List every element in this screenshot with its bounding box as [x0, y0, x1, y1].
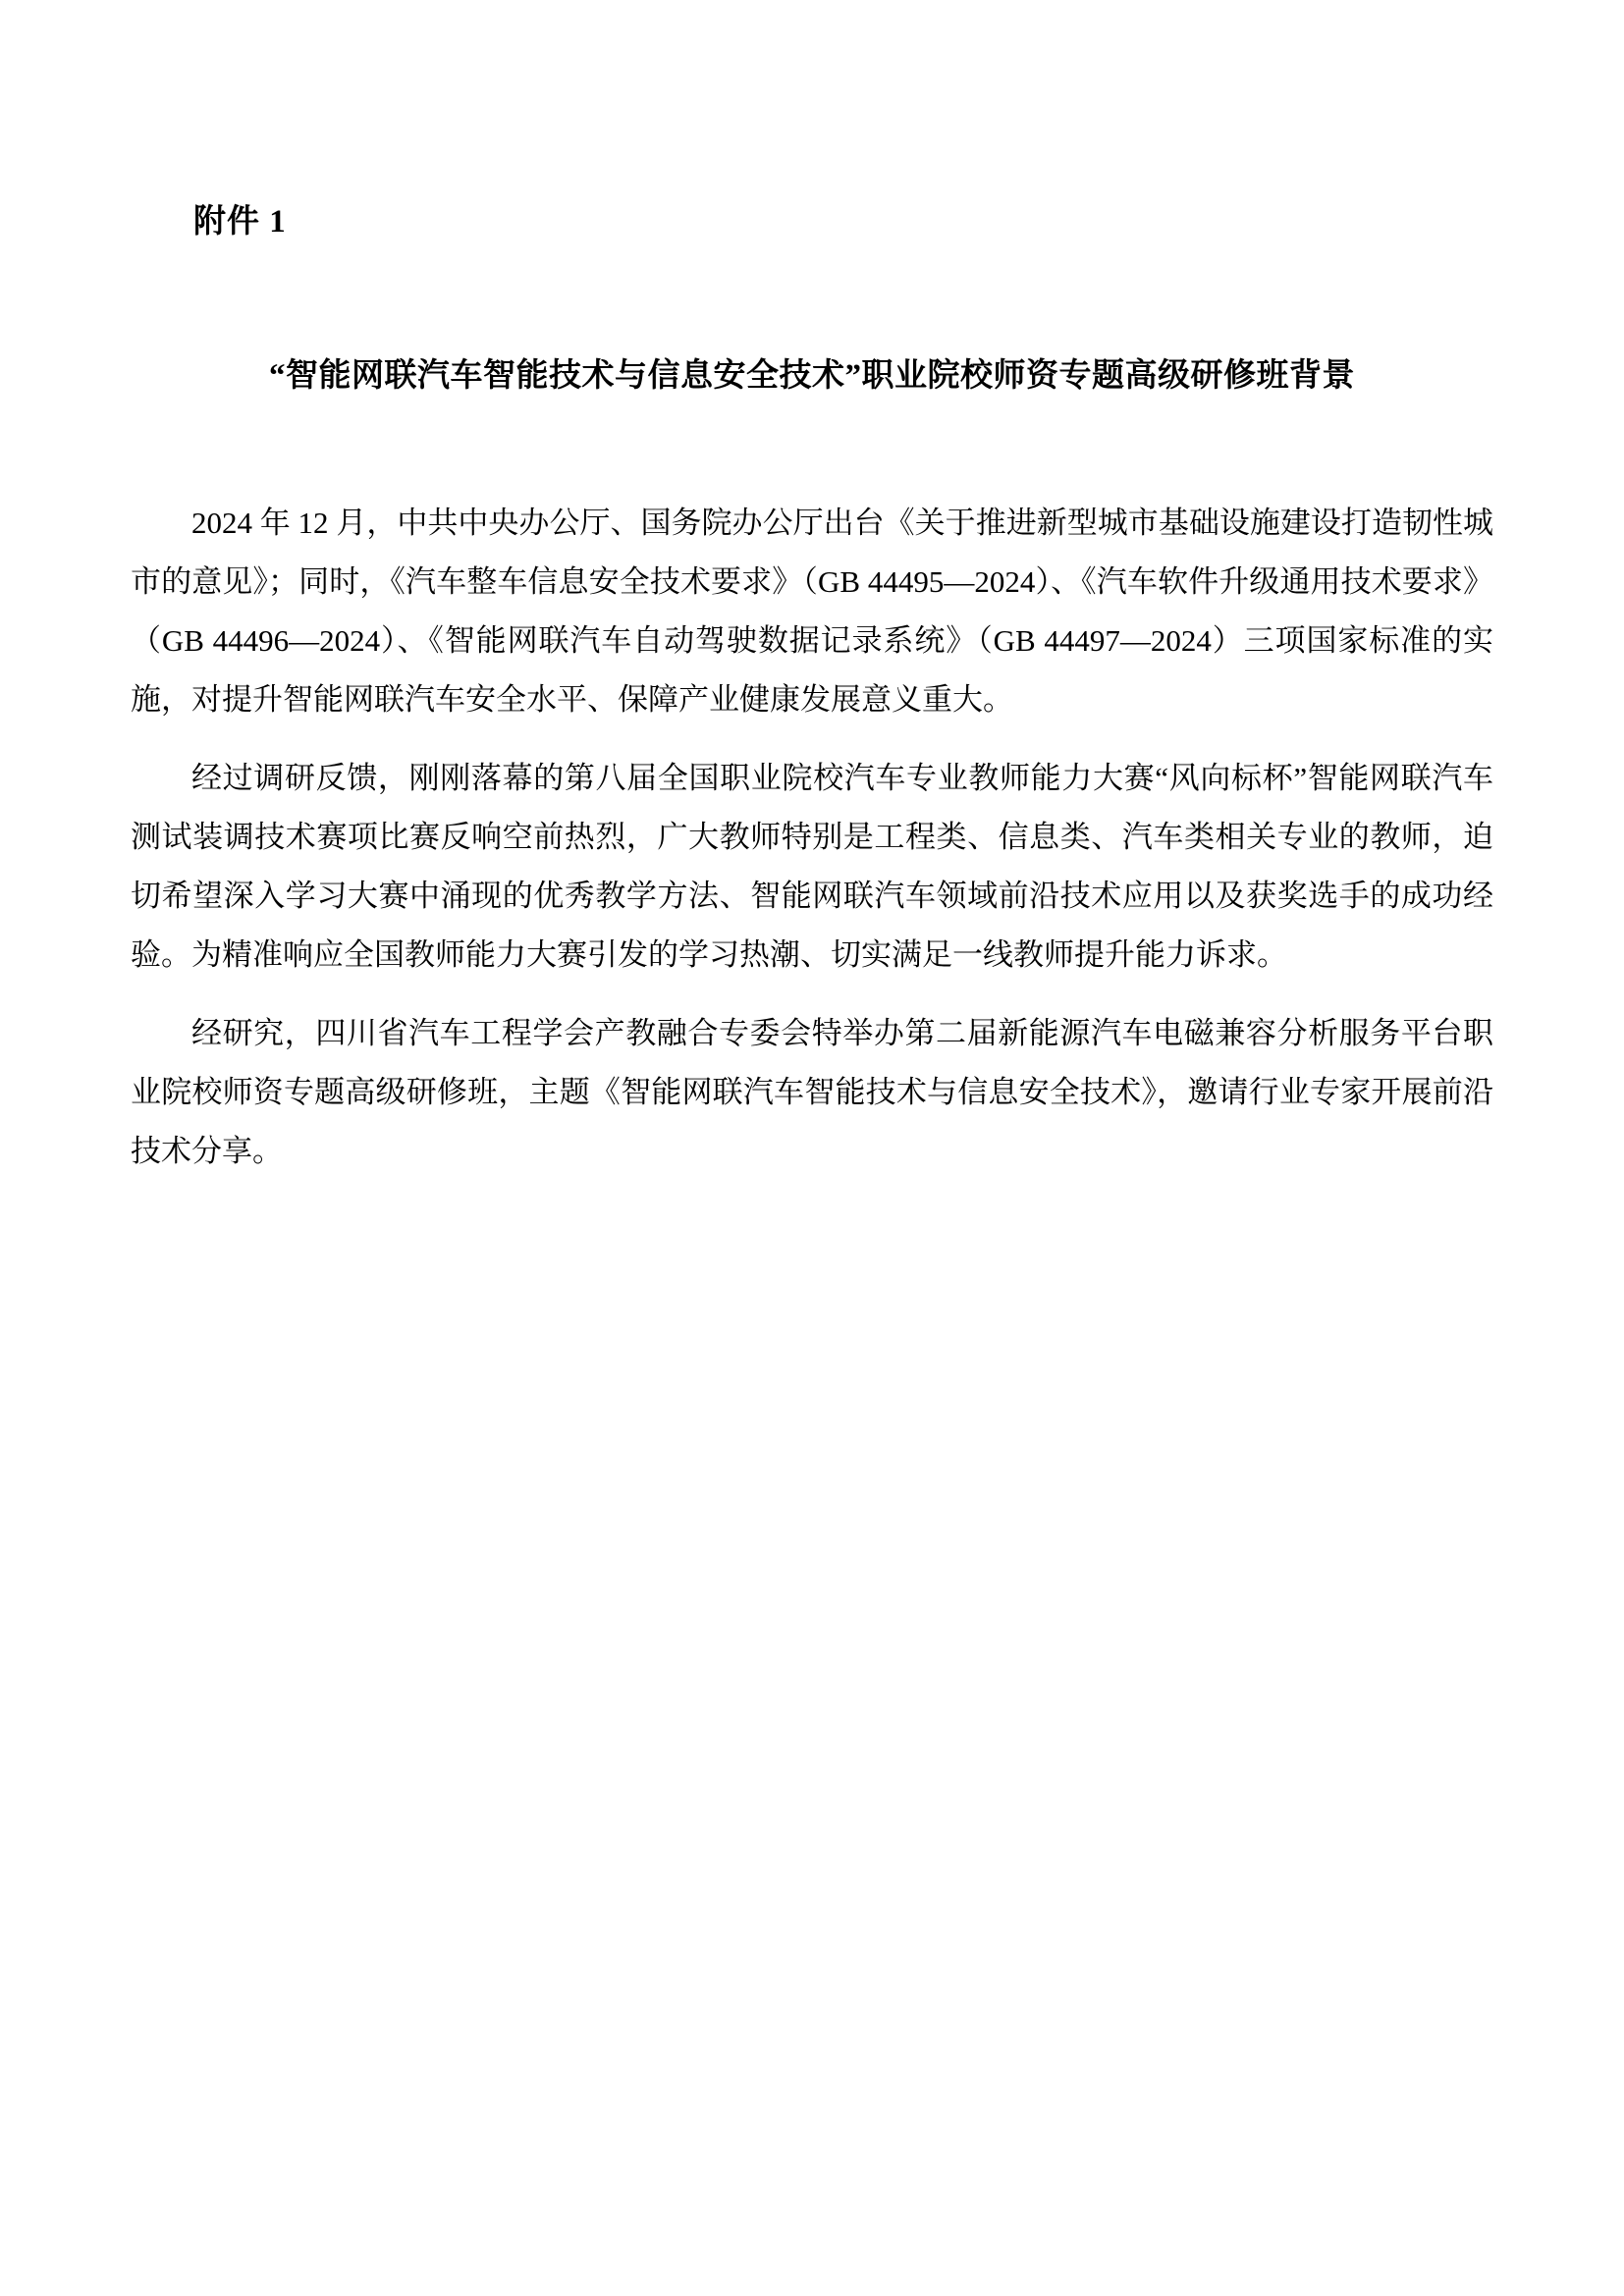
- paragraph-survey-feedback: 经过调研反馈，刚刚落幕的第八届全国职业院校汽车专业教师能力大赛“风向标杯”智能网联汽车测试装调技术赛项比赛反响空前热烈，广大教师特别是工程类、信息类、汽车类相关专业的教师，迫切希望深入学习大赛中涌现的优秀教学方法、智能网联汽车领域前沿技术应用以及获奖选手的成功经验。为精准响应全国教师能力大赛引发的学习热潮、切实满足一线教师提升能力诉求。: [131, 761, 1493, 972]
- document-title: “智能网联汽车智能技术与信息安全技术”职业院校师资专题高级研修班背景: [269, 358, 1355, 394]
- document-body: [131, 494, 1493, 1181]
- attachment-label: 附件 1: [193, 204, 287, 240]
- paragraph-conclusion: 经研究，四川省汽车工程学会产教融合专委会特举办第二届新能源汽车电磁兼容分析服务平台职业院校师资专题高级研修班，主题《智能网联汽车智能技术与信息安全技术》，邀请行业专家开展前沿技术分享。: [131, 1016, 1493, 1168]
- paragraph-standards-background: 2024 年 12 月，中共中央办公厅、国务院办公厅出台《关于推进新型城市基础设施建设打造韧性城市的意见》；同时，《汽车整车信息安全技术要求》（GB 44495—2024）、《汽车软件升级通用技术要求》（GB 44496—2024）、《智能网联汽车自动驾驶数据记录系统》（GB 44497—2024）三项国家标准的实施，对提升智能网联汽车安全水平、保障产业健康发展意义重大。: [131, 506, 1493, 717]
